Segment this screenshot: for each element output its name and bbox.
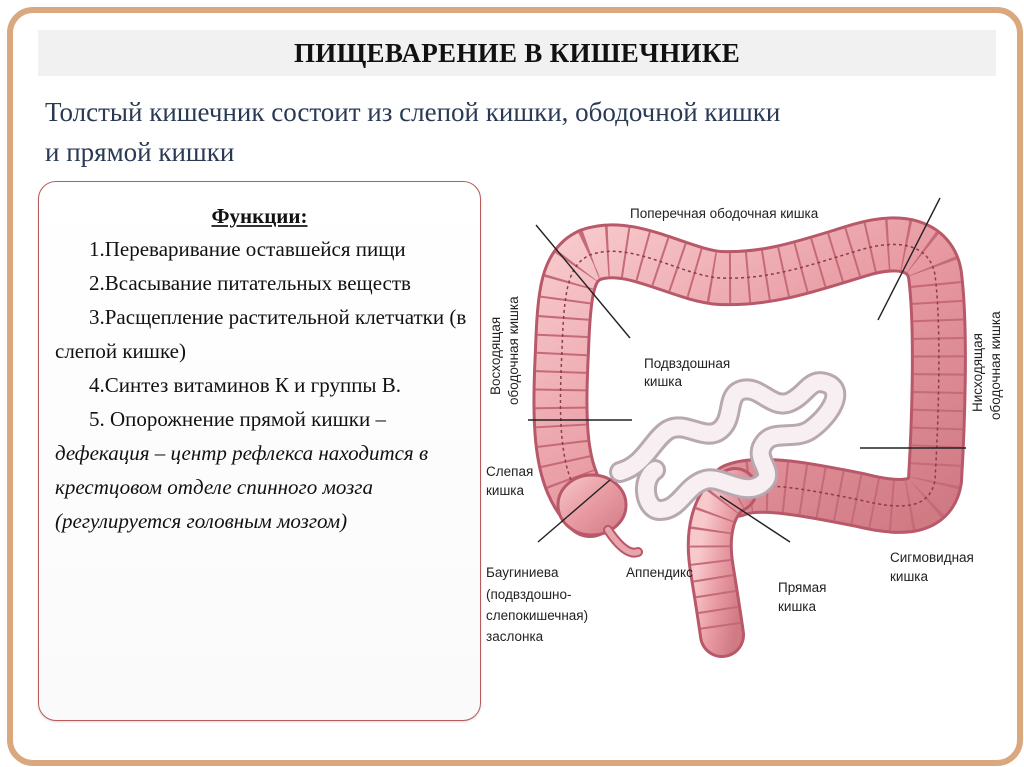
slide-title: ПИЩЕВАРЕНИЕ В КИШЕЧНИКЕ xyxy=(293,37,741,68)
function-item xyxy=(55,402,475,538)
rectum xyxy=(710,490,735,635)
label-ascending-colon-1: Восходящая xyxy=(488,316,503,395)
function-item xyxy=(55,232,475,266)
label-descending-colon-2: ободочная кишка xyxy=(988,311,1003,420)
function-item xyxy=(55,266,475,300)
function-item-text: 4.Синтез витаминов К и группы В. xyxy=(89,373,402,397)
label-rectum-2: кишка xyxy=(778,599,816,614)
label-appendix: Аппендикс xyxy=(626,565,693,580)
function-item xyxy=(55,300,475,368)
function-item-text: 3.Расщепление растительной клетчатки (в слепой кишке) xyxy=(55,305,467,363)
label-valve-2: (подвздошно- xyxy=(486,587,572,602)
functions-box xyxy=(38,181,481,721)
function-item-text: 5. Опорожнение прямой кишки – xyxy=(89,407,386,431)
cecum xyxy=(558,475,626,535)
label-transverse-colon: Поперечная ободочная кишка xyxy=(630,206,819,221)
functions-heading-colon: : xyxy=(300,204,308,228)
label-ileum-1: Подвздошная xyxy=(644,356,731,371)
title-bar xyxy=(38,30,996,76)
label-valve-3: слепокишечная) xyxy=(486,608,589,623)
subtitle-line-1: Толстый кишечник состоит из слепой кишки, ободочной кишки xyxy=(45,97,781,127)
label-ileum-2: кишка xyxy=(644,374,682,389)
label-cecum-1: Слепая xyxy=(486,464,534,479)
label-ascending-colon-2: ободочная кишка xyxy=(506,296,521,405)
label-descending-colon-1: Нисходящая xyxy=(970,333,985,412)
label-valve-4: заслонка xyxy=(486,629,544,644)
functions-heading xyxy=(39,204,480,229)
subtitle-line-2: и прямой кишки xyxy=(45,137,235,167)
functions-list xyxy=(55,232,475,538)
function-item-italic: дефекация – центр рефлекса находится в крестцовом отделе спинного мозга (регулируется головным мозгом) xyxy=(55,441,429,533)
function-item xyxy=(55,368,475,402)
functions-heading-text: Функции xyxy=(211,204,301,228)
function-item-text: 1.Переваривание оставшейся пищи xyxy=(89,237,406,261)
intestine-diagram xyxy=(480,180,1010,660)
label-cecum-2: кишка xyxy=(486,483,524,498)
label-sigmoid-2: кишка xyxy=(890,569,928,584)
function-item-text: 2.Всасывание питательных веществ xyxy=(89,271,411,295)
label-rectum-1: Прямая xyxy=(778,580,827,595)
label-valve-1: Баугиниева xyxy=(486,565,559,580)
slide-subtitle xyxy=(45,92,995,172)
label-sigmoid-1: Сигмовидная xyxy=(890,550,974,565)
